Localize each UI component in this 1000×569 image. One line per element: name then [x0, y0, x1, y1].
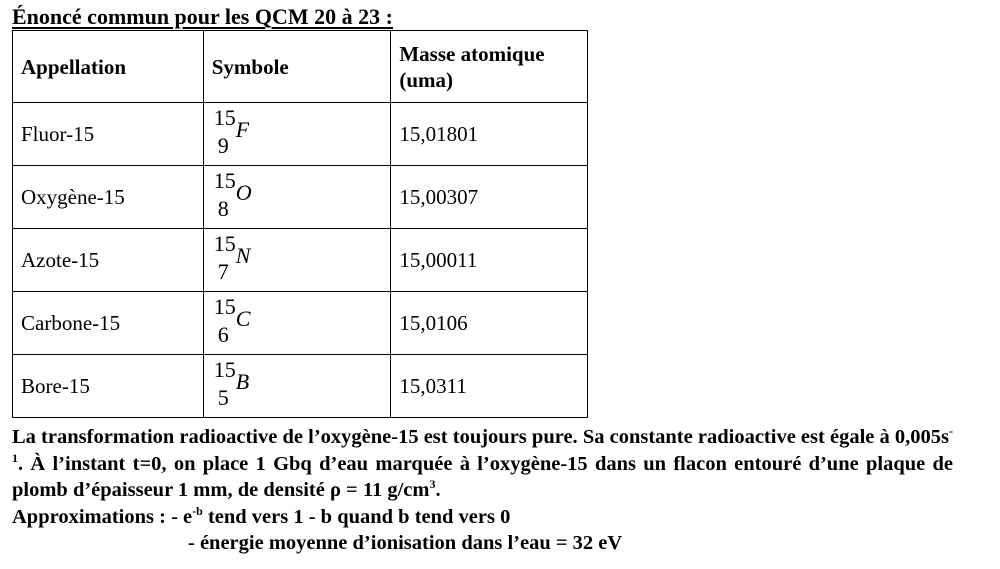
- atomic-number: 8: [217, 196, 229, 221]
- statement-text-part2: . À l’instant t=0, on place 1 Gbq d’eau marquée à l’oxygène-15 dans un flacon entouré d’une plaque de plomb d’épaisseur 1 mm, de densité ρ = 11 g/cm: [12, 452, 953, 501]
- statement-title: Énoncé commun pour les QCM 20 à 23 :: [12, 4, 393, 29]
- table-row: [13, 103, 588, 166]
- approximations-line-1: [12, 504, 510, 531]
- statement-exponent-2: 3: [429, 477, 436, 491]
- approx-exponent: -b: [192, 504, 203, 518]
- atomic-number: 7: [217, 259, 229, 284]
- table-row: [13, 166, 588, 229]
- element-symbol: N: [235, 243, 251, 268]
- statement-paragraph: [12, 424, 953, 504]
- element-symbol: F: [235, 117, 250, 142]
- table-row: [13, 292, 588, 355]
- header-masse-atomique: Masse atomique (uma): [391, 31, 588, 103]
- cell-appellation: Oxygène-15: [13, 166, 204, 229]
- cell-symbole: [203, 229, 391, 292]
- cell-symbole: [203, 292, 391, 355]
- cell-masse-atomique: 15,00307: [391, 166, 588, 229]
- cell-appellation: Carbone-15: [13, 292, 204, 355]
- statement-text-part3: .: [435, 479, 441, 501]
- nuclide-notation: [212, 359, 268, 413]
- element-symbol: O: [235, 180, 252, 205]
- nuclide-notation: [212, 296, 268, 350]
- atomic-number: 9: [217, 133, 229, 158]
- nuclide-notation: [212, 233, 268, 287]
- mass-number: 15: [213, 105, 236, 130]
- approximations-line-2: - énergie moyenne d’ionisation dans l’eau = 32 eV: [188, 532, 623, 554]
- statement-exponent-1: -1: [12, 424, 953, 465]
- nuclide-notation: [212, 107, 268, 161]
- isotope-table: [12, 30, 588, 418]
- mass-number: 15: [213, 357, 236, 382]
- table-header-row: [13, 31, 588, 103]
- statement-text-part1: La transformation radioactive de l’oxygène-15 est toujours pure. Sa constante radioactive est égale à 0,005s: [12, 426, 949, 448]
- nuclide-notation: [212, 170, 268, 224]
- cell-symbole: [203, 355, 391, 418]
- cell-masse-atomique: 15,0311: [391, 355, 588, 418]
- cell-symbole: [203, 166, 391, 229]
- table-row: [13, 355, 588, 418]
- approx-text-pre: Approximations : - e: [12, 506, 193, 528]
- mass-number: 15: [213, 231, 236, 256]
- cell-appellation: Bore-15: [13, 355, 204, 418]
- atomic-number: 5: [217, 385, 229, 410]
- cell-masse-atomique: 15,00011: [391, 229, 588, 292]
- cell-masse-atomique: 15,0106: [391, 292, 588, 355]
- cell-appellation: Azote-15: [13, 229, 204, 292]
- approx-text-post: tend vers 1 - b quand b tend vers 0: [202, 506, 511, 528]
- cell-appellation: Fluor-15: [13, 103, 204, 166]
- mass-number: 15: [213, 294, 236, 319]
- cell-symbole: [203, 103, 391, 166]
- table-row: [13, 229, 588, 292]
- atomic-number: 6: [217, 322, 229, 347]
- header-appellation: Appellation: [13, 31, 204, 103]
- header-symbole: Symbole: [203, 31, 391, 103]
- mass-number: 15: [213, 168, 236, 193]
- element-symbol: C: [235, 306, 251, 331]
- cell-masse-atomique: 15,01801: [391, 103, 588, 166]
- element-symbol: B: [235, 369, 250, 394]
